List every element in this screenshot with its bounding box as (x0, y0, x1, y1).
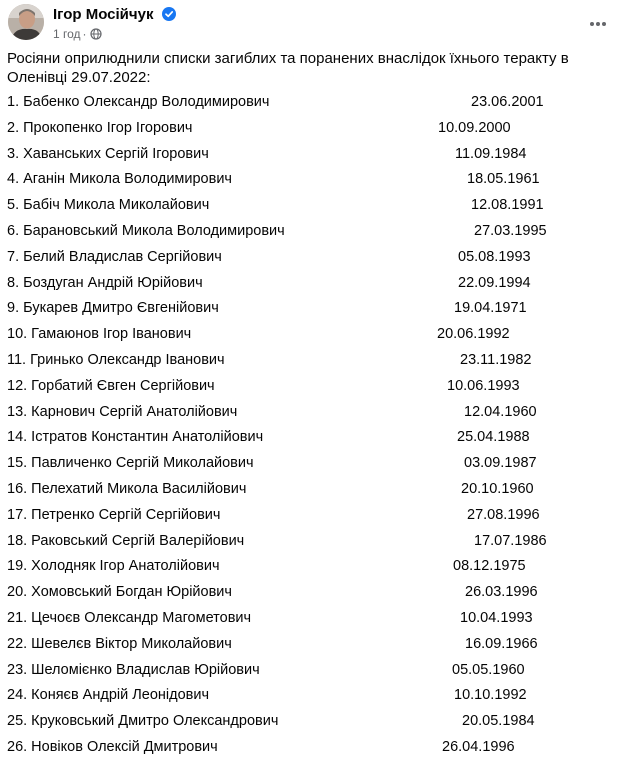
list-item (7, 683, 607, 709)
birth-date: 18.05.1961 (467, 171, 540, 188)
list-item (7, 658, 607, 684)
person-name: 5. Бабіч Микола Миколайович (7, 197, 210, 214)
list-item (7, 142, 607, 168)
list-item (7, 193, 607, 219)
birth-date: 05.08.1993 (458, 248, 531, 265)
list-item (7, 709, 607, 735)
list-item (7, 529, 607, 555)
list-item (7, 116, 607, 142)
person-name: 2. Прокопенко Ігор Ігорович (7, 119, 193, 136)
list-item (7, 167, 607, 193)
birth-date: 10.09.2000 (438, 119, 511, 136)
person-name: 20. Хомовський Богдан Юрійович (7, 584, 232, 601)
birth-date: 08.12.1975 (453, 558, 526, 575)
birth-date: 23.11.1982 (460, 351, 532, 368)
person-name: 10. Гамаюнов Ігор Іванович (7, 326, 192, 343)
person-name: 1. Бабенко Олександр Володимирович (7, 94, 270, 110)
person-name: 3. Хаванських Сергій Ігорович (7, 145, 209, 162)
birth-date: 26.03.1996 (465, 584, 538, 601)
person-name: 7. Белий Владислав Сергійович (7, 248, 222, 265)
more-horizontal-icon (584, 10, 612, 38)
list-item (7, 219, 607, 245)
person-name: 4. Аганін Микола Володимирович (7, 171, 232, 188)
person-name: 13. Карнович Сергій Анатолійович (7, 403, 238, 420)
birth-date: 10.04.1993 (460, 609, 533, 626)
list-item (7, 580, 607, 606)
list-item (7, 271, 607, 297)
person-name: 14. Істратов Константин Анатолійович (7, 429, 264, 446)
person-name: 16. Пелехатий Микола Василійович (7, 480, 247, 497)
list-item (7, 606, 607, 632)
list-item (7, 477, 607, 503)
person-name: 9. Букарев Дмитро Євгенійович (7, 300, 219, 317)
globe-icon[interactable] (90, 28, 102, 40)
birth-date: 27.08.1996 (467, 506, 540, 523)
post-body (7, 49, 607, 87)
avatar-photo (8, 4, 44, 40)
author-name[interactable]: Ігор Мосійчук (53, 6, 154, 23)
person-name: 11. Гринько Олександр Іванович (7, 351, 225, 368)
list-item (7, 735, 607, 761)
person-name: 15. Павличенко Сергій Миколайович (7, 455, 254, 472)
person-name: 8. Боздуган Андрій Юрійович (7, 274, 203, 291)
birth-date: 12.04.1960 (464, 403, 537, 420)
birth-date: 03.09.1987 (464, 455, 537, 472)
list-item (7, 245, 607, 271)
person-name: 25. Круковський Дмитро Олександрович (7, 713, 279, 730)
birth-date: 22.09.1994 (458, 274, 531, 291)
list-item (7, 400, 607, 426)
birth-date: 12.08.1991 (471, 197, 544, 214)
birth-date: 10.10.1992 (454, 687, 527, 704)
verified-badge-icon (162, 7, 176, 21)
list-item (7, 322, 607, 348)
birth-date: 23.06.2001 (471, 94, 544, 110)
birth-date: 26.04.1996 (442, 738, 515, 755)
meta-separator: · (82, 27, 87, 41)
birth-date: 19.04.1971 (454, 300, 527, 317)
birth-date: 27.03.1995 (474, 222, 547, 239)
person-name: 19. Холодняк Ігор Анатолійович (7, 558, 220, 575)
birth-date: 17.07.1986 (474, 532, 547, 549)
list-item (7, 348, 607, 374)
list-item (7, 425, 607, 451)
birth-date: 16.09.1966 (465, 635, 538, 652)
post-timestamp[interactable]: 1 год (53, 27, 81, 41)
birth-date: 05.05.1960 (452, 661, 525, 678)
post-header (0, 0, 624, 44)
birth-date: 20.05.1984 (462, 713, 535, 730)
person-name: 22. Шевелєв Віктор Миколайович (7, 635, 232, 652)
person-name: 17. Петренко Сергій Сергійович (7, 506, 221, 523)
person-name: 6. Барановський Микола Володимирович (7, 222, 285, 239)
person-name: 18. Раковський Сергій Валерійович (7, 532, 245, 549)
person-name: 12. Горбатий Євген Сергійович (7, 377, 215, 394)
list-item (7, 632, 607, 658)
post-meta (53, 27, 102, 41)
birth-date: 10.06.1993 (447, 377, 520, 394)
person-name: 21. Цечоєв Олександр Магометович (7, 609, 252, 626)
birth-date: 11.09.1984 (455, 145, 527, 162)
casualty-list (7, 90, 607, 761)
birth-date: 20.06.1992 (437, 326, 510, 343)
person-name: 24. Коняєв Андрій Леонідович (7, 687, 209, 704)
person-name: 26. Новіков Олексій Дмитрович (7, 738, 218, 755)
avatar[interactable] (8, 4, 44, 40)
more-options-button[interactable] (584, 10, 612, 38)
list-item (7, 90, 607, 116)
list-item (7, 451, 607, 477)
post-text: Росіяни оприлюднили списки загиблих та поранених внаслідок їхнього теракту в Оленівці 29.07.2022: (7, 50, 569, 86)
list-item (7, 503, 607, 529)
list-item (7, 374, 607, 400)
birth-date: 25.04.1988 (457, 429, 530, 446)
birth-date: 20.10.1960 (461, 480, 534, 497)
person-name: 23. Шеломієнко Владислав Юрійович (7, 661, 260, 678)
list-item (7, 296, 607, 322)
list-item (7, 554, 607, 580)
